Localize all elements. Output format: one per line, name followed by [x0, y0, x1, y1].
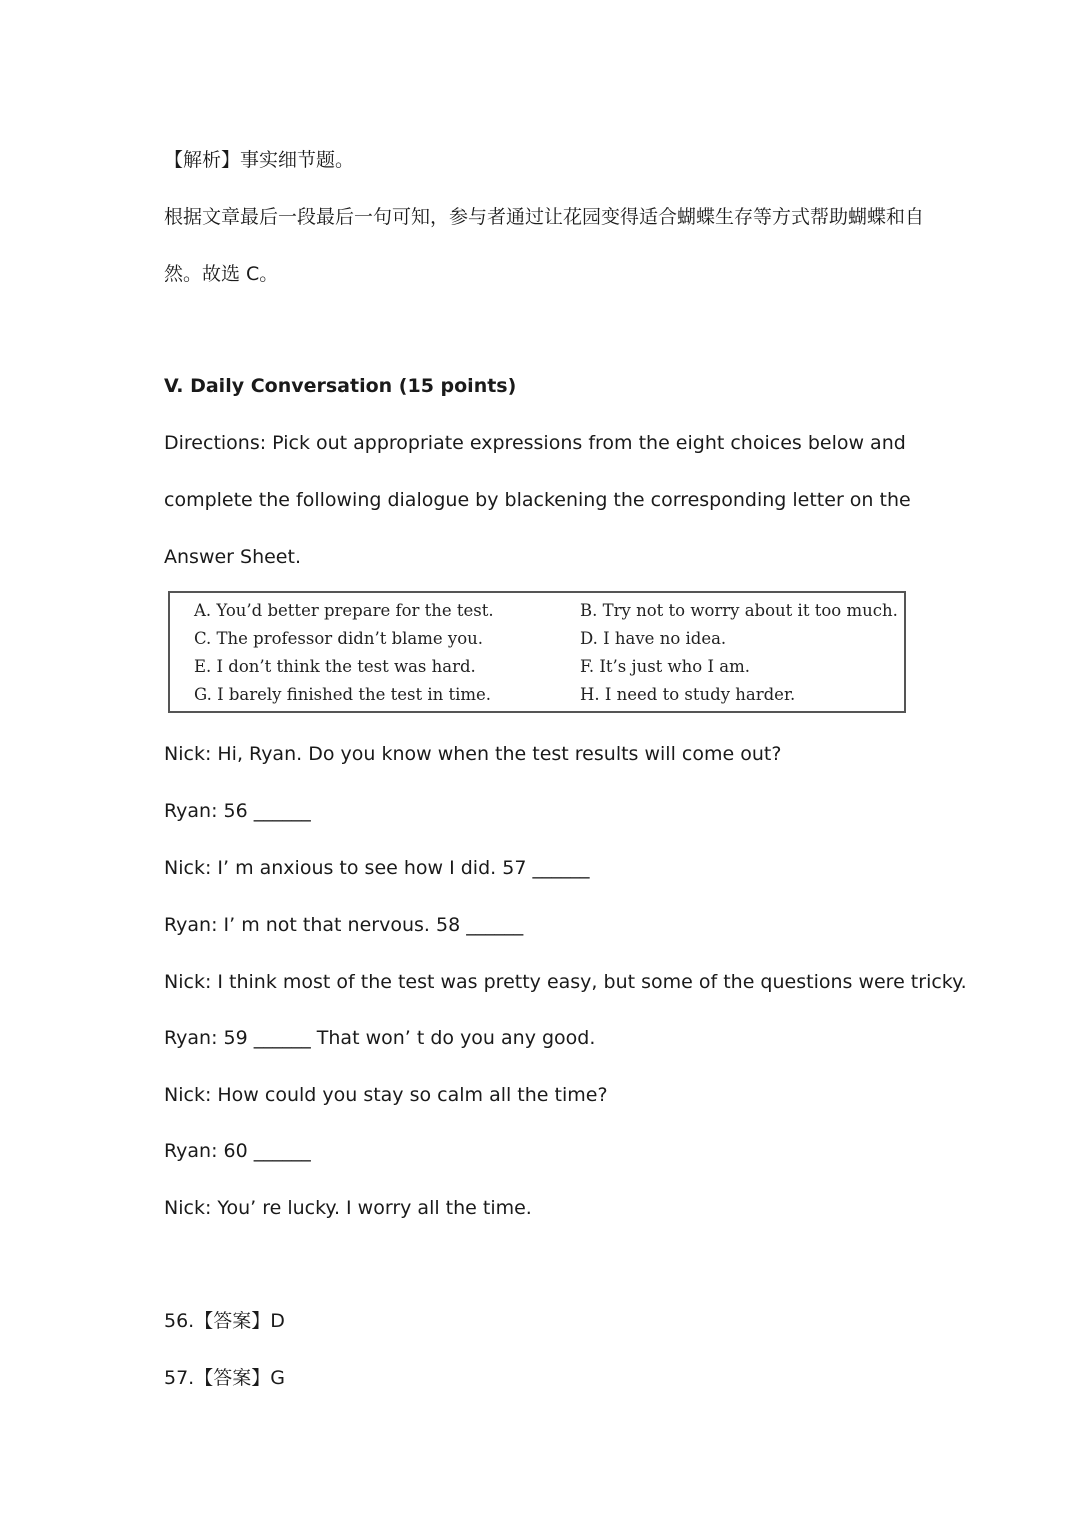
- dialogue-line-5: Nick: I think most of the test was pretty easy, but some of the questions were tricky.: [164, 971, 967, 993]
- choice-d: D. I have no idea.: [580, 629, 727, 648]
- directions-line-2: complete the following dialogue by blackening the corresponding letter on the: [164, 489, 911, 511]
- choice-g: G. I barely finished the test in time.: [194, 685, 492, 704]
- directions-line-1: Directions: Pick out appropriate expressions from the eight choices below and: [164, 432, 906, 454]
- choice-f: F. It’s just who I am.: [580, 657, 750, 676]
- dialogue-line-6: Ryan: 59 ______ That won’ t do you any good.: [164, 1027, 596, 1049]
- choice-e: E. I don’t think the test was hard.: [194, 657, 476, 676]
- choice-b: B. Try not to worry about it too much.: [580, 601, 898, 620]
- dialogue-line-7: Nick: How could you stay so calm all the time?: [164, 1084, 608, 1106]
- dialogue-line-3: Nick: I’ m anxious to see how I did. 57 ______: [164, 857, 590, 879]
- choice-a: A. You’d better prepare for the test.: [194, 601, 494, 620]
- analysis-body-line-1: 根据文章最后一段最后一句可知，参与者通过让花园变得适合蝴蝶生存等方式帮助蝴蝶和自: [164, 206, 925, 228]
- dialogue-line-2: Ryan: 56 ______: [164, 800, 311, 822]
- choices-box: [168, 591, 906, 713]
- answer-56: 56.【答案】D: [164, 1310, 285, 1332]
- answer-57: 57.【答案】G: [164, 1367, 285, 1389]
- analysis-heading: 【解析】事实细节题。: [164, 149, 355, 171]
- analysis-body-line-2: 然。故选 C。: [164, 263, 279, 285]
- dialogue-line-4: Ryan: I’ m not that nervous. 58 ______: [164, 914, 524, 936]
- dialogue-line-8: Ryan: 60 ______: [164, 1140, 311, 1162]
- dialogue-line-1: Nick: Hi, Ryan. Do you know when the test results will come out?: [164, 743, 782, 765]
- section-title: V. Daily Conversation (15 points): [164, 375, 517, 397]
- directions-line-3: Answer Sheet.: [164, 546, 301, 568]
- choice-c: C. The professor didn’t blame you.: [194, 629, 484, 648]
- dialogue-line-9: Nick: You’ re lucky. I worry all the time.: [164, 1197, 532, 1219]
- choice-h: H. I need to study harder.: [580, 685, 796, 704]
